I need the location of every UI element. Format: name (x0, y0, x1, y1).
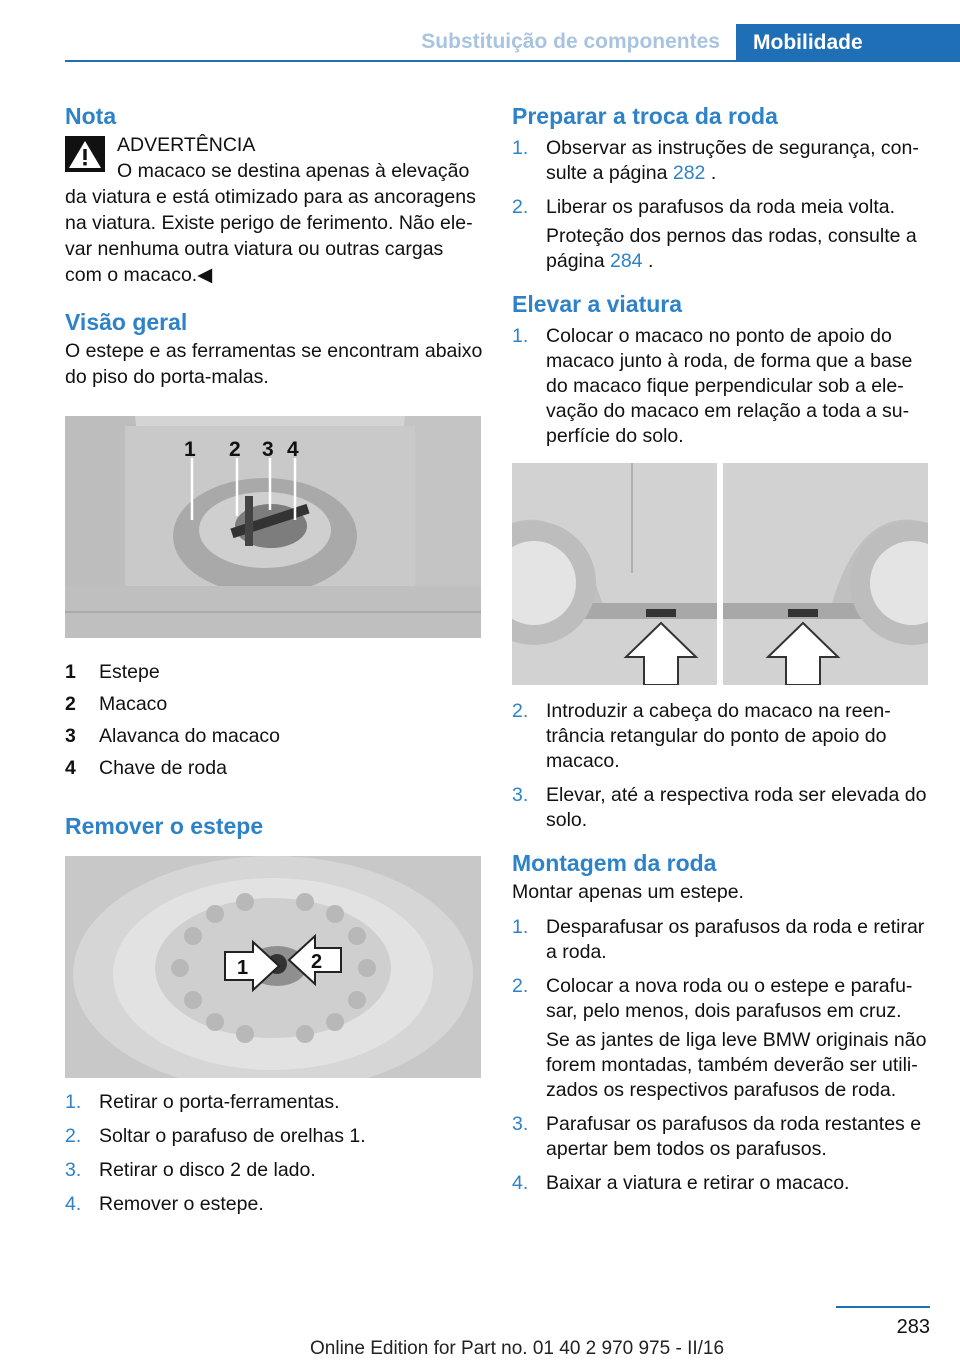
warning-line1: O macaco se destina apenas à elevação (117, 160, 470, 182)
fig2-label-2: 2 (311, 951, 323, 973)
list-item: 1. Colocar o macaco no ponto de apoio do macaco junto à roda, de forma que a base do macaco fique perpendicular sob a elevação do macaco em relação a toda a superfície do solo. (512, 325, 913, 447)
spare-wheel-figure (65, 856, 481, 1078)
footer-rule (836, 1306, 930, 1308)
page-reference-link[interactable]: 282 (672, 162, 706, 184)
fig1-label-1: 1 (184, 438, 196, 461)
overview-text: O estepe e as ferramentas se encontram abaixo do piso do porta-malas. (65, 340, 483, 388)
left-column (65, 100, 483, 1226)
legend-item: 2 Macaco (65, 693, 168, 715)
mount-intro: Montar apenas um estepe. (512, 881, 744, 903)
mount-steps (512, 915, 932, 1196)
lift-step-1 (512, 324, 932, 449)
prepare-heading: Preparar a troca da roda (512, 103, 778, 129)
legend-item: 1 Estepe (65, 661, 160, 683)
list-item: 1. Retirar o porta-ferramentas. (65, 1091, 340, 1113)
fig1-label-3: 3 (262, 438, 274, 461)
warning-title: ADVERTÊNCIA (117, 134, 256, 156)
remove-spare-heading: Remover o estepe (65, 813, 264, 839)
page-reference-link[interactable]: 284 (609, 250, 643, 272)
fig2-label-1: 1 (237, 957, 249, 979)
prepare-steps (512, 136, 932, 274)
mount-wheel-heading: Montagem da roda (512, 850, 717, 876)
trunk-tools-figure (65, 416, 481, 638)
edition-note: Online Edition for Part no. 01 40 2 970 975 - II/16 (310, 1338, 725, 1359)
list-item: 4. Baixar a viatura e retirar o macaco. (512, 1172, 850, 1194)
right-column (512, 100, 932, 1205)
header-rule (65, 60, 930, 62)
legend-item: 3 Alavanca do macaco (65, 725, 281, 747)
fig1-label-2: 2 (229, 438, 241, 461)
list-item: 3. Retirar o disco 2 de lado. (65, 1159, 316, 1181)
running-header-section: Substituição de componentes (421, 30, 720, 53)
list-item: 3. Elevar, até a respectiva roda ser elevada do solo. (512, 784, 927, 831)
figure-legend (65, 656, 483, 784)
warning-block (65, 132, 483, 288)
overview-heading: Visão geral (65, 309, 188, 335)
legend-item: 4 Chave de roda (65, 757, 227, 779)
lift-steps (512, 699, 932, 833)
running-header-tab: Mobilidade (736, 24, 960, 62)
lift-vehicle-heading: Elevar a viatura (512, 291, 683, 317)
list-item: 1. Desparafusar os parafusos da roda e retirar a roda. (512, 916, 925, 963)
page-number: 283 (896, 1316, 930, 1338)
list-item: 2. Soltar o parafuso de orelhas 1. (65, 1125, 366, 1147)
list-item: 3. Parafusar os parafusos da roda restantes e apertar bem todos os parafusos. (512, 1113, 922, 1160)
jack-points-figure (512, 463, 928, 685)
warning-triangle-icon (65, 136, 105, 172)
note-heading: Nota (65, 103, 117, 129)
list-item: 1. Observar as instruções de segurança, consulte a página 282 . (512, 137, 919, 184)
list-item: 4. Remover o estepe. (65, 1193, 264, 1215)
list-item: 2. Introduzir a cabeça do macaco na reentrância retangular do ponto de apoio do macaco. (512, 700, 891, 772)
fig1-label-4: 4 (287, 438, 299, 461)
list-item: 2. Colocar a nova roda ou o estepe e parafusar, pelo menos, dois parafusos em cruz. Se as jantes de liga leve BMW originais não forem montadas, também deverão ser utilizados os respectivos parafusos de roda. (512, 975, 927, 1101)
warning-text: da viatura e está otimizado para as ancoragens na viatura. Existe perigo de ferimento. Não elevar nenhuma outra viatura ou outras cargas com o macaco.◀ (65, 186, 476, 286)
list-item: 2. Liberar os parafusos da roda meia volta. Proteção dos pernos das rodas, consulte a página 284 . (512, 196, 917, 272)
remove-spare-steps (65, 1090, 483, 1217)
